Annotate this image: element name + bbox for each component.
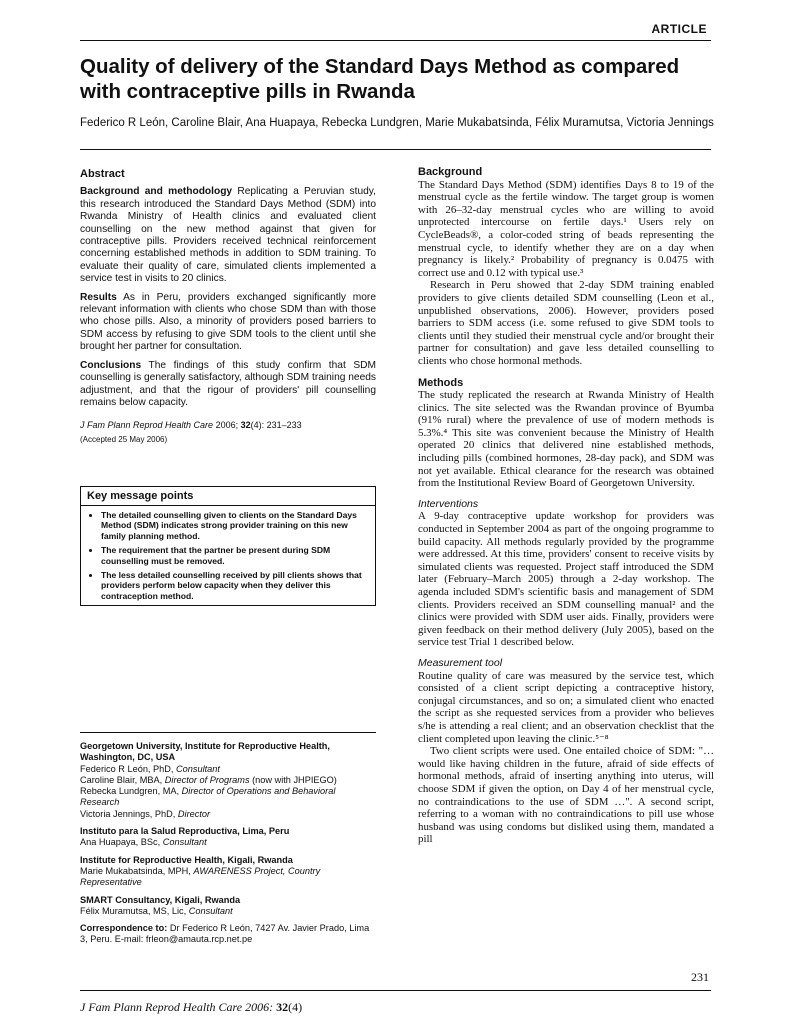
body-paragraph: The Standard Days Method (SDM) identifies Days 8 to 19 of the menstrual cycle as the fertile window. The target group is women with 26–32-day menstrual cycles who are willing to avoid unprotected intercourse on fertile days.¹ Users rely on CycleBeads®, a color-coded string of beads representing the menstrual cycle, to identify whether they are on a day when pregnancy is likely.² Probability of pregnancy is 0.0475 with correct use and 0.12 with typical use.³ [418, 178, 714, 279]
person-name: Federico R León, PhD, [80, 763, 174, 774]
page-number: 231 [691, 970, 709, 984]
citation-journal: J Fam Plann Reprod Health Care [80, 420, 214, 431]
person-role: Director [177, 808, 211, 819]
correspondence [80, 923, 376, 946]
correspondence-text: Dr Federico R León, 7427 Av. Javier Prado, Lima 3, Peru. E-mail: frleon@amauta.rcp.net.pe [80, 923, 370, 945]
key-message-item: • The less detailed counselling received by pill clients shows that providers perform below capacity when they deliver this contraception method. [101, 570, 369, 601]
person-name: Ana Huapaya, BSc, [80, 837, 161, 848]
key-message-item: • The requirement that the partner be present during SDM counselling must be removed. [101, 545, 369, 566]
abstract-column [80, 168, 376, 446]
institution: Georgetown University, Institute for Reproductive Health, Washington, DC, USA [80, 741, 330, 763]
article-type-label: ARTICLE [651, 22, 707, 36]
abstract-results-label: Results [80, 291, 117, 303]
authors-rule [80, 149, 711, 150]
key-message-box [80, 486, 376, 606]
affiliations [80, 741, 376, 946]
person-role: Consultant [176, 763, 220, 774]
body-paragraph: Routine quality of care was measured by the service test, which consisted of a client script depicting a contraceptive history, conjugal circumstances, and so on; a simulated client who enacted the script as she requested services from a provider who believes s/he is attending a real client; and an observation checklist that the client completed upon leaving the clinic.⁵⁻⁸ [418, 669, 714, 745]
subsection-heading-measurement: Measurement tool [418, 656, 503, 669]
person-note: (now with JHPIEGO) [252, 774, 337, 785]
abstract-heading: Abstract [80, 168, 125, 180]
person-role: AWARENESS Project, Country Representative [80, 865, 321, 888]
bottom-rule [80, 990, 711, 991]
accepted-date: (Accepted 25 May 2006) [80, 434, 168, 444]
affiliation-person [80, 764, 376, 775]
affiliation-person [80, 786, 376, 809]
body-paragraph: Research in Peru showed that 2-day SDM training enabled providers to give clients detailed SDM counselling (Leon et al., unpublished observations, 2006). However, providers posed barriers to SDM access (i.e. some refused to give SDM tools to clients until they studied their menstrual cycle and/or brought their partner for consultation) and gave less detailed counselling to clients who chose hormonal methods. [418, 279, 714, 367]
footer-volume: 32 [276, 1000, 289, 1014]
affiliation-person [80, 775, 376, 786]
citation-rest: (4): 231–233 [250, 420, 302, 431]
person-name: Félix Muramutsa, MS, Lic, [80, 905, 187, 916]
footer-journal-name: J Fam Plann Reprod Health Care 2006: [80, 1000, 274, 1014]
institution: Instituto para la Salud Reproductiva, Lima, Peru [80, 826, 290, 837]
abstract-background [80, 186, 376, 285]
citation-line [80, 419, 376, 431]
abstract-results [80, 292, 376, 354]
affiliation-person [80, 866, 376, 889]
citation-volume: 32 [240, 420, 251, 431]
key-message-item: • The detailed counselling given to clients on the Standard Days Method (SDM) indicates strong provider training on this new family planning method. [101, 510, 369, 541]
person-role: Consultant [188, 905, 233, 916]
affiliation-person [80, 837, 376, 848]
correspondence-label: Correspondence to: [80, 923, 168, 934]
person-name: Rebecka Lundgren, MA, [80, 786, 180, 797]
key-message-list [81, 510, 375, 601]
person-role: Consultant [162, 837, 207, 848]
body-paragraph: The study replicated the research at Rwanda Ministry of Health clinics. The site selected was the Rwandan province of Byumba (91% rural) where the prevalence of use of modern methods is 5.3%.⁴ This site was convenient because the Ministry of Health operated 20 clinics that delivered nine established methods, including pills (combined hormones, 28-day pack), and SDM was not yet available. Ethical clearance for the research was obtained from the Institutional Review Board of Georgetown University. [418, 389, 714, 490]
abstract-conclusions-text: The findings of this study confirm that SDM counselling is generally satisfactory, although SDM training needs adjustment, and that the rigour of providers' pill counselling remains below capacity. [80, 359, 376, 408]
affiliation-person [80, 809, 376, 820]
affiliations-rule [80, 732, 376, 733]
body-paragraph: A 9-day contraceptive update workshop for providers was conducted in September 2004 as part of the ongoing programme to build capacity. All methods regularly provided by the programme were addressed. At this time, providers' consent to receive visits by simulated clients was requested. Project staff introduced the SDM later (February–March 2005) through a 2-day workshop. The agenda included SDM's scientific basis and management of SDM clients. Providers received an SDM counselling manual² and the clinics were provided with SDM user aids. Finally, providers were given feedback on their method delivery (July 2005), based on the service test Trial 1 described below. [418, 510, 714, 649]
body-paragraph: Two client scripts were used. One entailed choice of SDM: "… would like having children in the future, afraid of side effects of hormonal methods, afraid of inserting anything into uterus, will choose SDM if given the option, on Day 4 of her menstrual cycle, no contraindications to the use of SDM …". A second script, referring to a woman with no contraindications to pill use whose husband was using condoms but disliked using them, mandated a pill [418, 745, 714, 846]
abstract-results-text: As in Peru, providers exchanged significantly more relevant information with clients who chose SDM than with those who chose pills. Also, a minority of providers posed barriers to SDM access by refusing to give SDM tools to the client until she brought her partner for consultation. [80, 291, 376, 353]
section-heading-background: Background [418, 166, 483, 178]
institution: SMART Consultancy, Kigali, Rwanda [80, 894, 241, 905]
abstract-background-label: Background and methodology [80, 186, 233, 198]
author-list: Federico R León, Caroline Blair, Ana Huapaya, Rebecka Lundgren, Marie Mukabatsinda, Félix Muramutsa, Victoria Jennings [80, 117, 714, 129]
article-title: Quality of delivery of the Standard Days Method as compared with contraceptive pills in Rwanda [80, 55, 680, 103]
person-name: Caroline Blair, MBA, [80, 774, 163, 785]
person-role: Director of Operations and Behavioral Research [80, 786, 336, 808]
abstract-conclusions [80, 360, 376, 410]
key-message-heading: Key message points [81, 487, 375, 506]
body-column [418, 166, 714, 846]
footer-issue: (4) [288, 1000, 303, 1014]
subsection-heading-interventions: Interventions [418, 497, 479, 510]
abstract-background-text: Replicating a Peruvian study, this research introduced the Standard Days Method (SDM) into Rwanda Ministry of Health clinics and evaluated client counselling on the new method against that given for contraceptive pills. Providers received technical reinforcement concerning established methods in addition to SDM training. To evaluate their quality of care, simulated clients implemented a service test in visits to 20 clinics. [80, 186, 376, 285]
section-heading-methods: Methods [418, 376, 464, 389]
institution: Institute for Reproductive Health, Kigali, Rwanda [80, 854, 293, 865]
top-rule [80, 40, 711, 41]
person-role: Director of Programs [164, 774, 250, 785]
person-name: Victoria Jennings, PhD, [80, 808, 176, 819]
footer-journal [80, 1000, 302, 1015]
affiliation-person [80, 906, 376, 917]
person-name: Marie Mukabatsinda, MPH, [80, 865, 191, 876]
abstract-conclusions-label: Conclusions [80, 359, 142, 371]
citation-year: 2006; [215, 420, 239, 431]
